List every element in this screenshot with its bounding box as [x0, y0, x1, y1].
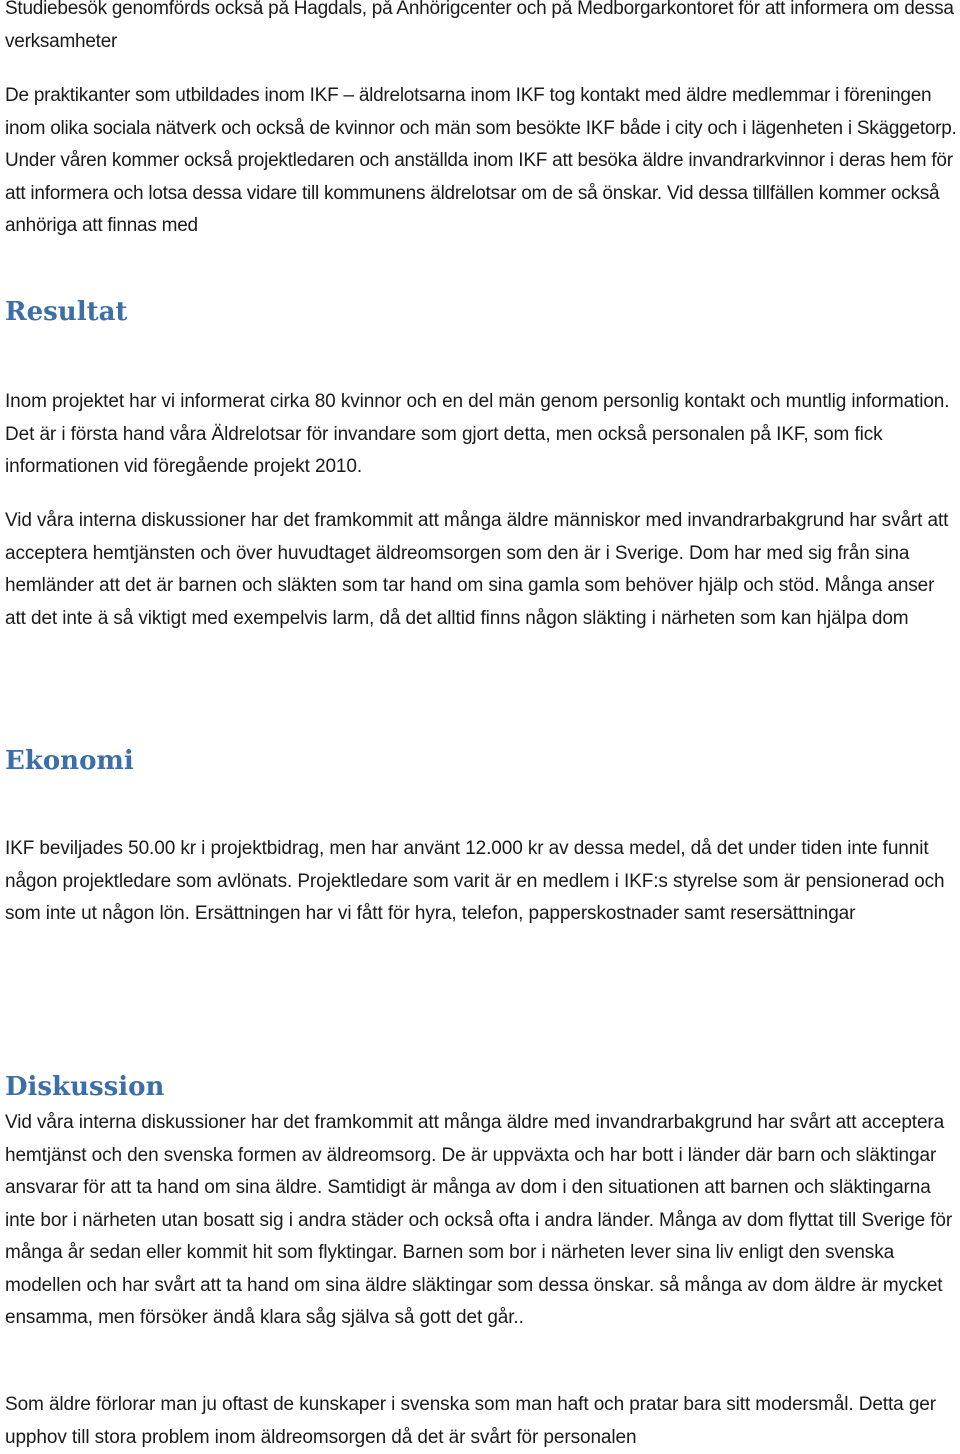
paragraph-praktikanter: [5, 80, 958, 243]
paragraph-praktikanter-part2: Under våren kommer också projektledaren och anställda inom IKF att besöka äldre invandrarkvinnor i deras hem för att informera och lotsa dessa vidare till kommunens äldrelotsar om de så önskar. Vid dessa tillfällen kommer också anhöriga att finnas med: [5, 150, 953, 236]
paragraph-resultat-1: Inom projektet har vi informerat cirka 80 kvinnor och en del män genom personlig kontakt och muntlig information. Det är i första hand våra Äldrelotsar för invandare som gjort detta, men också personalen på IKF, som fick informationen vid föregående projekt 2010.: [5, 391, 950, 477]
paragraph-ekonomi: IKF beviljades 50.00 kr i projektbidrag, men har använt 12.000 kr av dessa medel, då det under tiden inte funnit någon projektledare som avlönats. Projektledare som varit är en medlem i IKF:s styrelse som är pensionerad och som inte ut någon lön. Ersättningen har vi fått för hyra, telefon, papperskostnader samt resersättningar: [5, 838, 945, 924]
heading-ekonomi: Ekonomi: [5, 746, 134, 776]
heading-resultat: Resultat: [5, 297, 128, 327]
paragraph-studiebesok: Studiebesök genomförds också på Hagdals, på Anhörigcenter och på Medborgarkontoret för att informera om dessa verksamheter: [5, 0, 954, 52]
paragraph-praktikanter-part1: De praktikanter som utbildades inom IKF – äldrelotsarna inom IKF tog kontakt med äldre medlemmar i föreningen inom olika sociala nätverk och också de kvinnor och män som besökte IKF både i city och i lägenheten i Skäggetorp.: [5, 85, 957, 139]
heading-diskussion: Diskussion: [5, 1072, 165, 1102]
paragraph-resultat-2: Vid våra interna diskussioner har det framkommit att många äldre människor med invandrarbakgrund har svårt att acceptera hemtjänsten och över huvudtaget äldreomsorgen som den är i Sverige. Dom har med sig från sina hemländer att det är barnen och släkten som tar hand om sina gamla som behöver hjälp och stöd. Många anser att det inte ä så viktigt med exempelvis larm, då det alltid finns någon släkting i närheten som kan hjälpa dom: [5, 510, 949, 629]
paragraph-diskussion-2: Som äldre förlorar man ju oftast de kunskaper i svenska som man haft och pratar bara sitt modersmål. Detta ger upphov till stora problem inom äldreomsorgen då det är svårt för personalen: [5, 1394, 936, 1448]
paragraph-diskussion-1: Vid våra interna diskussioner har det framkommit att många äldre med invandrarbakgrund har svårt att acceptera hemtjänst och den svenska formen av äldreomsorg. De är uppväxta och har bott i länder där barn och släktingar ansvarar för att ta hand om sina äldre. Samtidigt är många av dom i den situationen att barnen och släktingarna inte bor i närheten utan bosatt sig i andra städer och också ofta i andra länder. Många av dom flyttat till Sverige för många år sedan eller kommit hit som flyktingar. Barnen som bor i närheten lever sina liv enligt den svenska modellen och har svårt att ta hand om sina äldre släktingar som dessa önskar. så många av dom äldre är mycket ensamma, men försöker ändå klara såg själva så gott det går..: [5, 1112, 953, 1328]
